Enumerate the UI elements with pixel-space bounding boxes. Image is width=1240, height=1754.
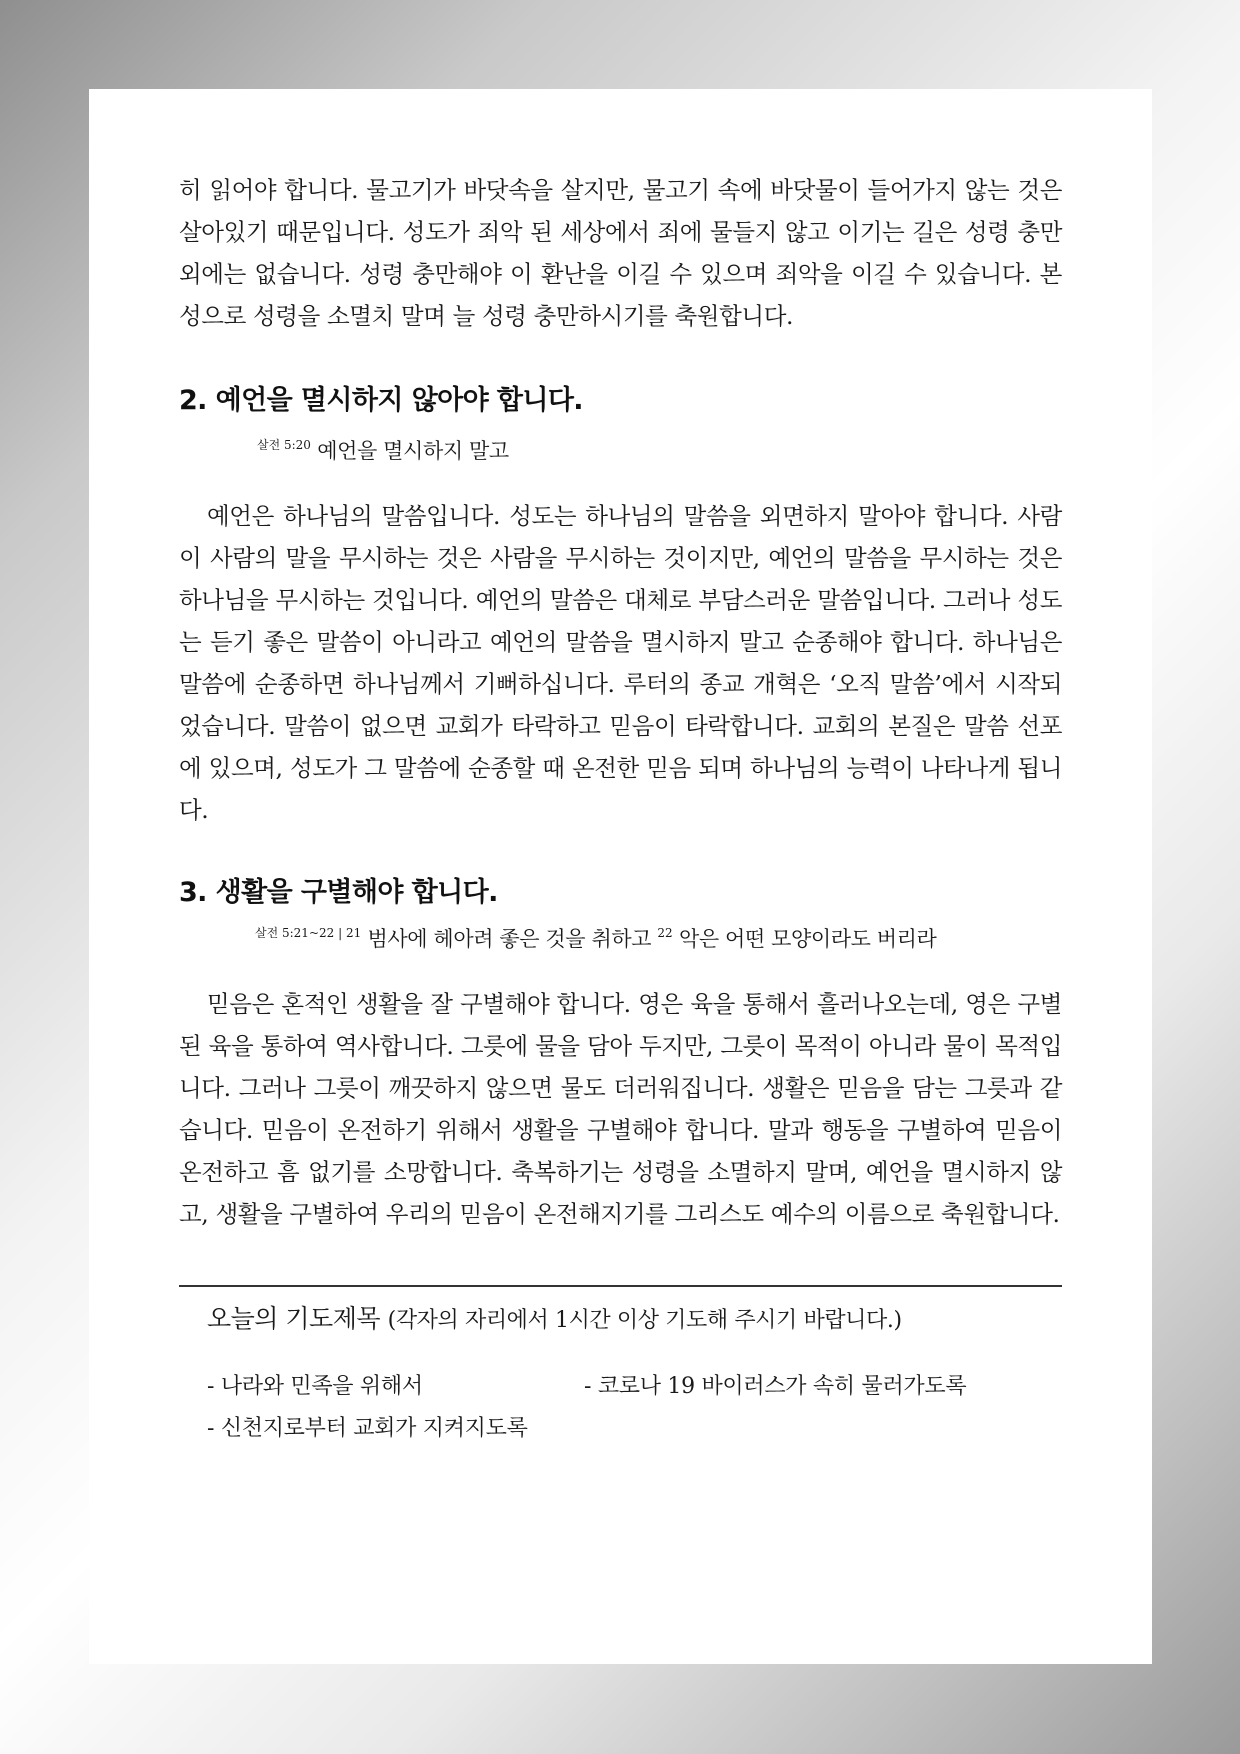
prayer-item: - 코로나 19 바이러스가 속히 물러가도록: [584, 1374, 967, 1399]
prayer-item: - 신천지로부터 교회가 지켜지도록: [207, 1416, 528, 1441]
verse-number: 22: [657, 926, 673, 940]
section-paragraph-life: 믿음은 혼적인 생활을 잘 구별해야 합니다. 영은 육을 통해서 흘러나오는데, 영은 구별된 육을 통하여 역사합니다. 그릇에 물을 담아 두지만, 그릇이 목적이 아니라 물이 목적입니다. 그러나 그릇이 깨끗하지 않으면 물도 더러워집니다. 생활은 믿음을 담는 그릇과 같습니다. 믿음이 온전하기 위해서 생활을 구별해야 합니다. 말과 행동을 구별하여 믿음이 온전하고 흠 없기를 소망합니다. 축복하기는 성령을 소멸하지 말며, 예언을 멸시하지 않고, 생활을 구별하여 우리의 믿음이 온전해지기를 그리스도 예수의 이름으로 축원합니다.: [179, 990, 1062, 1228]
verse-reference: 살전 5:21~22 | 21: [255, 926, 362, 940]
verse-prophecy: [257, 429, 1062, 467]
verse-text: 예언을 멸시하지 말고: [317, 439, 509, 463]
document-page: [89, 89, 1152, 1664]
intro-paragraph: 히 읽어야 합니다. 물고기가 바닷속을 살지만, 물고기 속에 바닷물이 들어가지 않는 것은 살아있기 때문입니다. 성도가 죄악 된 세상에서 죄에 물들지 않고 이기는 길은 성령 충만 외에는 없습니다. 성령 충만해야 이 환난을 이길 수 있으며 죄악을 이길 수 있습니다. 본성으로 성령을 소멸치 말며 늘 성령 충만하시기를 축원합니다.: [179, 176, 1062, 330]
verse-reference: 살전 5:20: [257, 438, 311, 452]
verse-text: 범사에 헤아려 좋은 것을 취하고: [367, 927, 652, 951]
prayer-note: (각자의 자리에서 1시간 이상 기도해 주시기 바랍니다.): [387, 1308, 902, 1333]
section-heading-life: 3. 생활을 구별해야 합니다.: [179, 877, 498, 908]
page-content: [179, 169, 1062, 1457]
section-heading-prophecy: 2. 예언을 멸시하지 않아야 합니다.: [179, 385, 583, 416]
prayer-item: - 나라와 민족을 위해서: [207, 1374, 423, 1399]
verse-text: 악은 어떤 모양이라도 버리라: [678, 927, 937, 951]
verse-life: [255, 917, 1062, 955]
prayer-list: [207, 1367, 1062, 1457]
prayer-title: [207, 1299, 1062, 1341]
section-paragraph-prophecy: 예언은 하나님의 말씀입니다. 성도는 하나님의 말씀을 외면하지 말아야 합니다. 사람이 사람의 말을 무시하는 것은 사람을 무시하는 것이지만, 예언의 말씀을 무시하는 것은 하나님을 무시하는 것입니다. 예언의 말씀은 대체로 부담스러운 말씀입니다. 그러나 성도는 듣기 좋은 말씀이 아니라고 예언의 말씀을 멸시하지 말고 순종해야 합니다. 하나님은 말씀에 순종하면 하나님께서 기뻐하십니다. 루터의 종교 개혁은 ‘오직 말씀’에서 시작되었습니다. 말씀이 없으면 교회가 타락하고 믿음이 타락합니다. 교회의 본질은 말씀 선포에 있으며, 성도가 그 말씀에 순종할 때 온전한 믿음 되며 하나님의 능력이 나타나게 됩니다.: [179, 502, 1062, 824]
prayer-heading: 오늘의 기도제목: [207, 1304, 380, 1333]
